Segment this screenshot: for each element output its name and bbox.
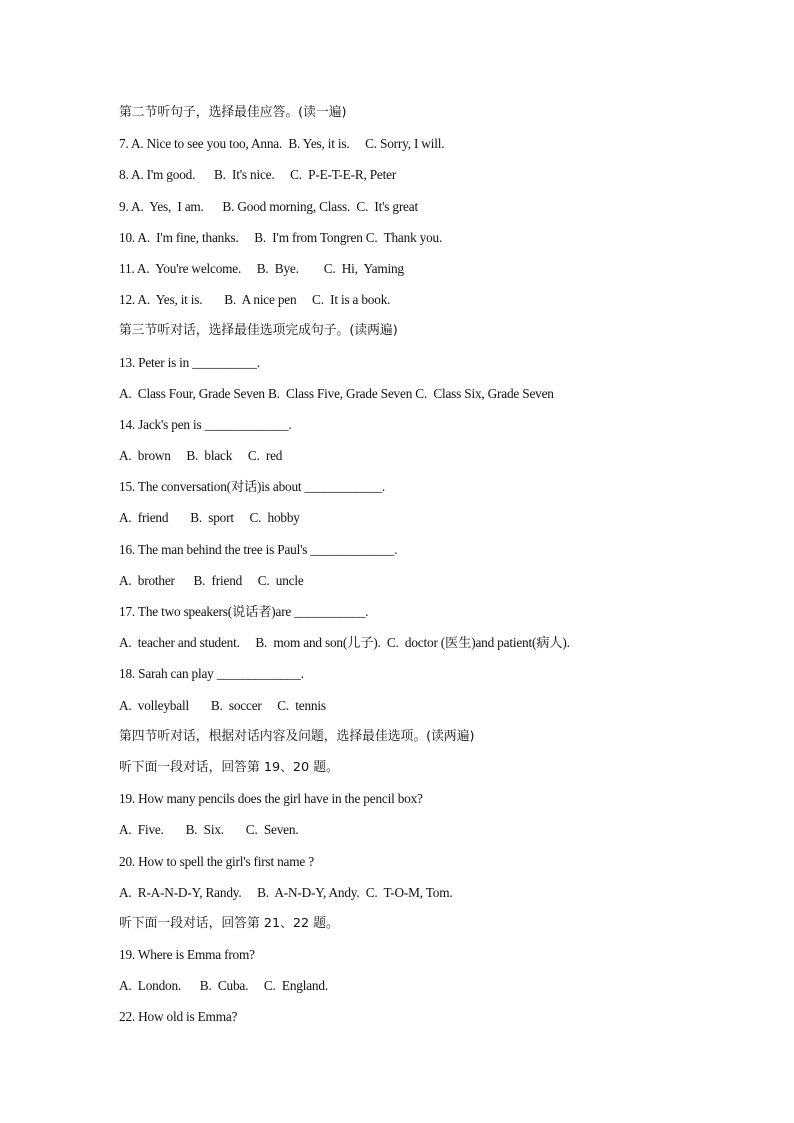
question-line: A. London. B. Cuba. C. England. <box>119 978 328 994</box>
section-heading: 第三节听对话，选择最佳选项完成句子。(读两遍) <box>119 323 398 339</box>
question-line: A. friend B. sport C. hobby <box>119 510 300 526</box>
question-line: A. R-A-N-D-Y, Randy. B. A-N-D-Y, Andy. C. T-O-M, Tom. <box>119 884 453 900</box>
question-line: 14. Jack's pen is _____________. <box>119 416 292 432</box>
question-line: 19. Where is Emma from? <box>119 947 255 963</box>
section-heading: 第二节听句子，选择最佳应答。(读一遍) <box>119 105 347 120</box>
question-line: 17. The two speakers(说话者)are ___________. <box>119 604 369 619</box>
question-line: A. Five. B. Six. C. Seven. <box>119 822 299 838</box>
document-body <box>119 102 719 1038</box>
question-line: 15. The conversation(对话)is about ____________. <box>119 479 386 495</box>
question-line: 9. A. Yes, I am. B. Good morning, Class. C. It's great <box>119 198 418 214</box>
section-heading: 听下面一段对话，回答第 21、22 题。 <box>119 915 339 931</box>
question-line: 22. How old is Emma? <box>119 1009 238 1025</box>
question-line: 16. The man behind the tree is Paul's _____________. <box>119 541 398 557</box>
question-line: A. brown B. black C. red <box>119 448 283 464</box>
question-line: 8. A. I'm good. B. It's nice. C. P-E-T-E-R, Peter <box>119 167 397 183</box>
question-line: 11. A. You're welcome. B. Bye. C. Hi, Yaming <box>119 260 404 276</box>
question-line: 20. How to spell the girl's first name ? <box>119 853 314 869</box>
question-line: 19. How many pencils does the girl have in the pencil box? <box>119 791 423 807</box>
question-line: A. volleyball B. soccer C. tennis <box>119 697 326 713</box>
question-line: 18. Sarah can play _____________. <box>119 666 304 682</box>
section-heading: 听下面一段对话，回答第 19、20 题。 <box>119 759 339 775</box>
question-line: 13. Peter is in __________. <box>119 354 260 370</box>
question-line: A. teacher and student. B. mom and son(儿子). C. doctor (医生)and patient(病人). <box>119 635 570 651</box>
section-heading: 第四节听对话，根据对话内容及问题，选择最佳选项。(读两遍) <box>119 728 475 744</box>
question-line: 12. A. Yes, it is. B. A nice pen C. It is a book. <box>119 292 391 308</box>
question-line: 7. A. Nice to see you too, Anna. B. Yes, it is. C. Sorry, I will. <box>119 136 445 152</box>
question-line: A. brother B. friend C. uncle <box>119 572 304 588</box>
question-line: A. Class Four, Grade Seven B. Class Five, Grade Seven C. Class Six, Grade Seven <box>119 385 554 401</box>
question-line: 10. A. I'm fine, thanks. B. I'm from Tongren C. Thank you. <box>119 229 443 245</box>
